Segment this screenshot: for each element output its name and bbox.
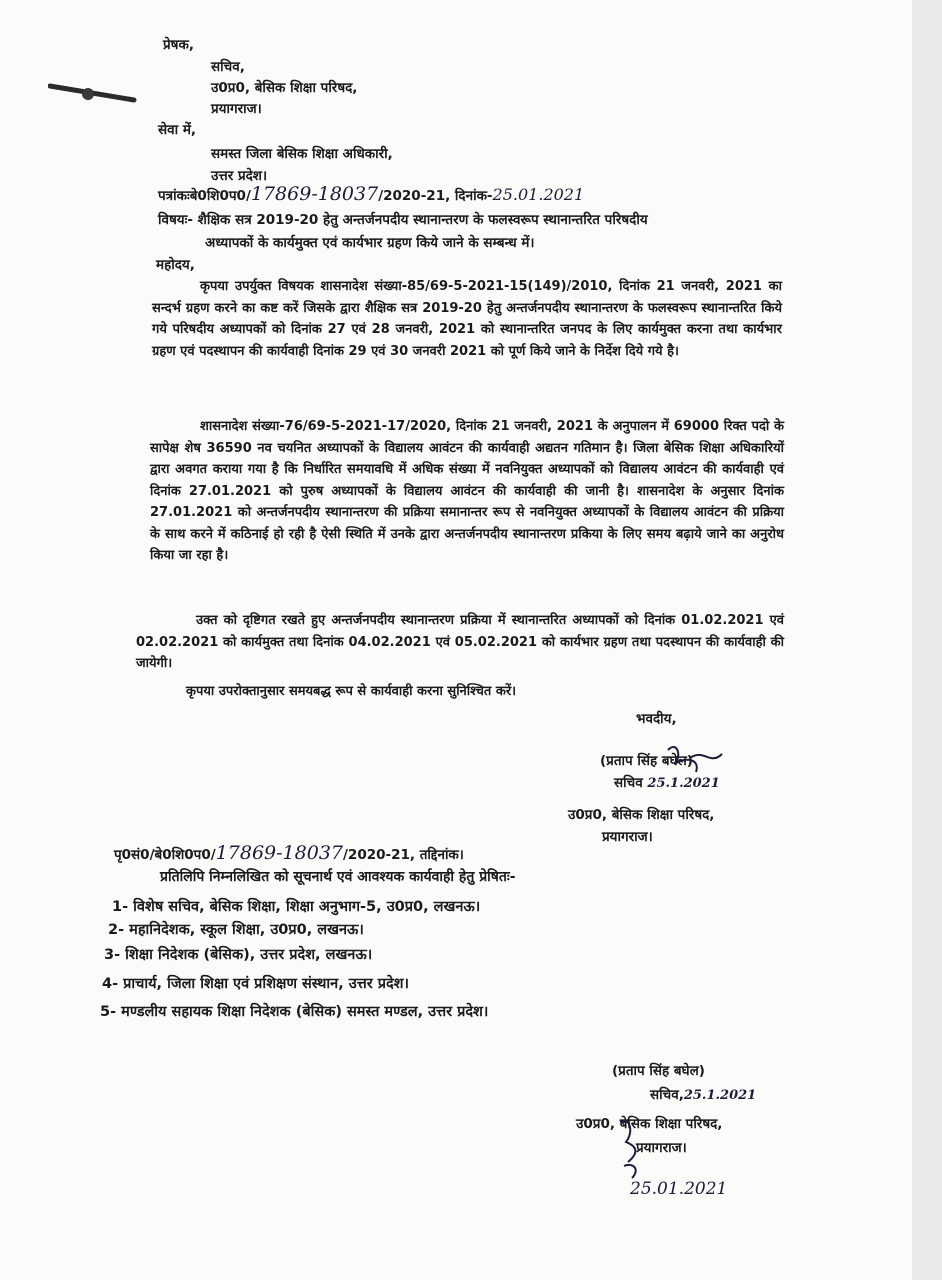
sender-label: प्रेषक, [163, 37, 194, 53]
paper-clip-icon [48, 80, 138, 106]
signatory-2-city: प्रयागराज। [636, 1140, 687, 1156]
body-paragraph-3: उक्त को दृष्टिगत रखते हुए अन्तर्जनपदीय स्थानान्तरण प्रक्रिया में स्थानान्तरित अध्यापकों को दिनांक 01.02.2021 एवं 02.02.2021 को कार्यमुक्त तथा दिनांक 04.02.2021 एवं 05.02.2021 को कार्यभार ग्रहण तथा पदस्थापन की कार्यवाही की जायेगी। [136, 613, 784, 671]
copy-list-item: 1- विशेष सचिव, बेसिक शिक्षा, शिक्षा अनुभाग-5, उ0प्र0, लखनऊ। [112, 899, 481, 915]
copy-list-item: 4- प्राचार्य, जिला शिक्षा एवं प्रशिक्षण संस्थान, उत्तर प्रदेश। [102, 976, 410, 992]
signature-date-handwritten: 25.1.2021 [647, 776, 720, 791]
handwritten-signature-1 [660, 738, 730, 788]
recipient-state: उत्तर प्रदेश। [211, 168, 268, 184]
signatory-2-office: उ0प्र0, बेसिक शिक्षा परिषद, [576, 1116, 723, 1132]
body-paragraph-2: शासनादेश संख्या-76/69-5-2021-17/2020, दिनांक 21 जनवरी, 2021 के अनुपालन में 69000 रिक्त पदो के सापेक्ष शेष 36590 नव चयनित अध्यापकों के विद्यालय आवंटन की कार्यवाही अद्यतन गतिमान है। जिला बेसिक शिक्षा अधिकारियों द्वारा अवगत कराया गया है कि निर्धारित समयावधि में अधिक संख्या में नवनियुक्त अध्यापकों को विद्यालय आवंटन की कार्यवाही एवं दिनांक 27.01.2021 को पुरुष अध्यापकों के विद्यालय आवंटन की कार्यवाही की जानी है। शासनादेश के अनुसार दिनांक 27.01.2021 को अन्तर्जनपदीय स्थानान्तरण की प्रक्रिया समानान्तर रूप से नवनियुक्त अध्यापकों के विद्यालय आवंटन की प्रक्रिया के साथ करने में कठिनाई हो रही है ऐसी स्थिति में उनके द्वारा अन्तर्जनपदीय स्थानान्तरण प्रकिया के लिए समय बढ़ाये जाने का अनुरोध किया जा रहा है। [150, 419, 784, 563]
body-paragraph-4: कृपया उपरोक्तानुसार समयबद्ध रूप से कार्यवाही करना सुनिश्चित करें। [186, 684, 517, 699]
signatory-designation: सचिव 25.1.2021 [614, 775, 720, 791]
copy-reference-line [114, 844, 464, 864]
sender-city: प्रयागराज। [211, 101, 262, 117]
subject-line-1: विषयः- शैक्षिक सत्र 2019-20 हेतु अन्तर्जनपदीय स्थानान्तरण के फलस्वरूप स्थानान्तरित परिषदीय [158, 212, 648, 228]
reference-year: /2020-21, दिनांक- [378, 188, 493, 204]
scan-margin [912, 0, 942, 1280]
copy-reference-prefix: पृ0सं0/बे0शि0प0/ [114, 847, 216, 863]
reference-prefix: पत्रांकःबे0शि0प0/ [158, 188, 251, 204]
signatory-city: प्रयागराज। [602, 829, 653, 845]
copy-reference-number-handwritten: 17869-18037 [215, 842, 343, 864]
copy-list-item: 2- महानिदेशक, स्कूल शिक्षा, उ0प्र0, लखनऊ। [108, 922, 364, 938]
signatory-name: (प्रताप सिंह बघेल) [600, 753, 693, 769]
reference-number-handwritten: 17869-18037 [250, 183, 379, 205]
copy-reference-year: /2020-21, तद्दिनांक। [343, 847, 464, 863]
copy-list-item: 3- शिक्षा निदेशक (बेसिक), उत्तर प्रदेश, लखनऊ। [104, 947, 373, 963]
salutation: महोदय, [156, 257, 195, 273]
signatory-2-name: (प्रताप सिंह बघेल) [612, 1063, 705, 1079]
sender-office: उ0प्र0, बेसिक शिक्षा परिषद, [211, 80, 358, 96]
signatory-2-designation: सचिव,25.1.2021 [650, 1087, 757, 1103]
signature-2-date-handwritten: 25.1.2021 [683, 1088, 757, 1103]
recipient: समस्त जिला बेसिक शिक्षा अधिकारी, [211, 146, 393, 162]
reference-date-handwritten: 25.01.2021 [492, 185, 585, 204]
handwritten-signature-2 [600, 1112, 660, 1182]
signatory-office: उ0प्र0, बेसिक शिक्षा परिषद, [568, 807, 715, 823]
body-paragraph-1: कृपया उपर्युक्त विषयक शासनादेश संख्या-85/69-5-2021-15(149)/2010, दिनांक 21 जनवरी, 2021 का सन्दर्भ ग्रहण करने का कष्ट करें जिसके द्वारा शैक्षिक सत्र 2019-20 हेतु अन्तर्जनपदीय स्थानान्तरण के फलस्वरूप स्थानान्तरित किये गये परिषदीय अध्यापकों को दिनांक 27 एवं 28 जनवरी, 2021 को स्थानान्तरित जनपद के लिए कार्यमुक्त करना तथा कार्यभार ग्रहण एवं पदस्थापन की कार्यवाही दिनांक 29 एवं 30 जनवरी 2021 को पूर्ण किये जाने के निर्देश दिये गये है। [152, 279, 782, 359]
sender-designation: सचिव, [211, 59, 245, 75]
copy-intro: प्रतिलिपि निम्नलिखित को सूचनार्थ एवं आवश्यक कार्यवाही हेतु प्रेषितः- [160, 869, 516, 885]
copy-list-item: 5- मण्डलीय सहायक शिक्षा निदेशक (बेसिक) समस्त मण्डल, उत्तर प्रदेश। [100, 1004, 489, 1020]
closing: भवदीय, [636, 711, 677, 727]
subject-line-2: अध्यापकों के कार्यमुक्त एवं कार्यभार ग्रहण किये जाने के सम्बन्ध में। [205, 235, 535, 251]
bottom-handwritten-date: 25.01.2021 [630, 1179, 728, 1199]
to-label: सेवा में, [158, 122, 197, 138]
reference-line [158, 185, 584, 205]
